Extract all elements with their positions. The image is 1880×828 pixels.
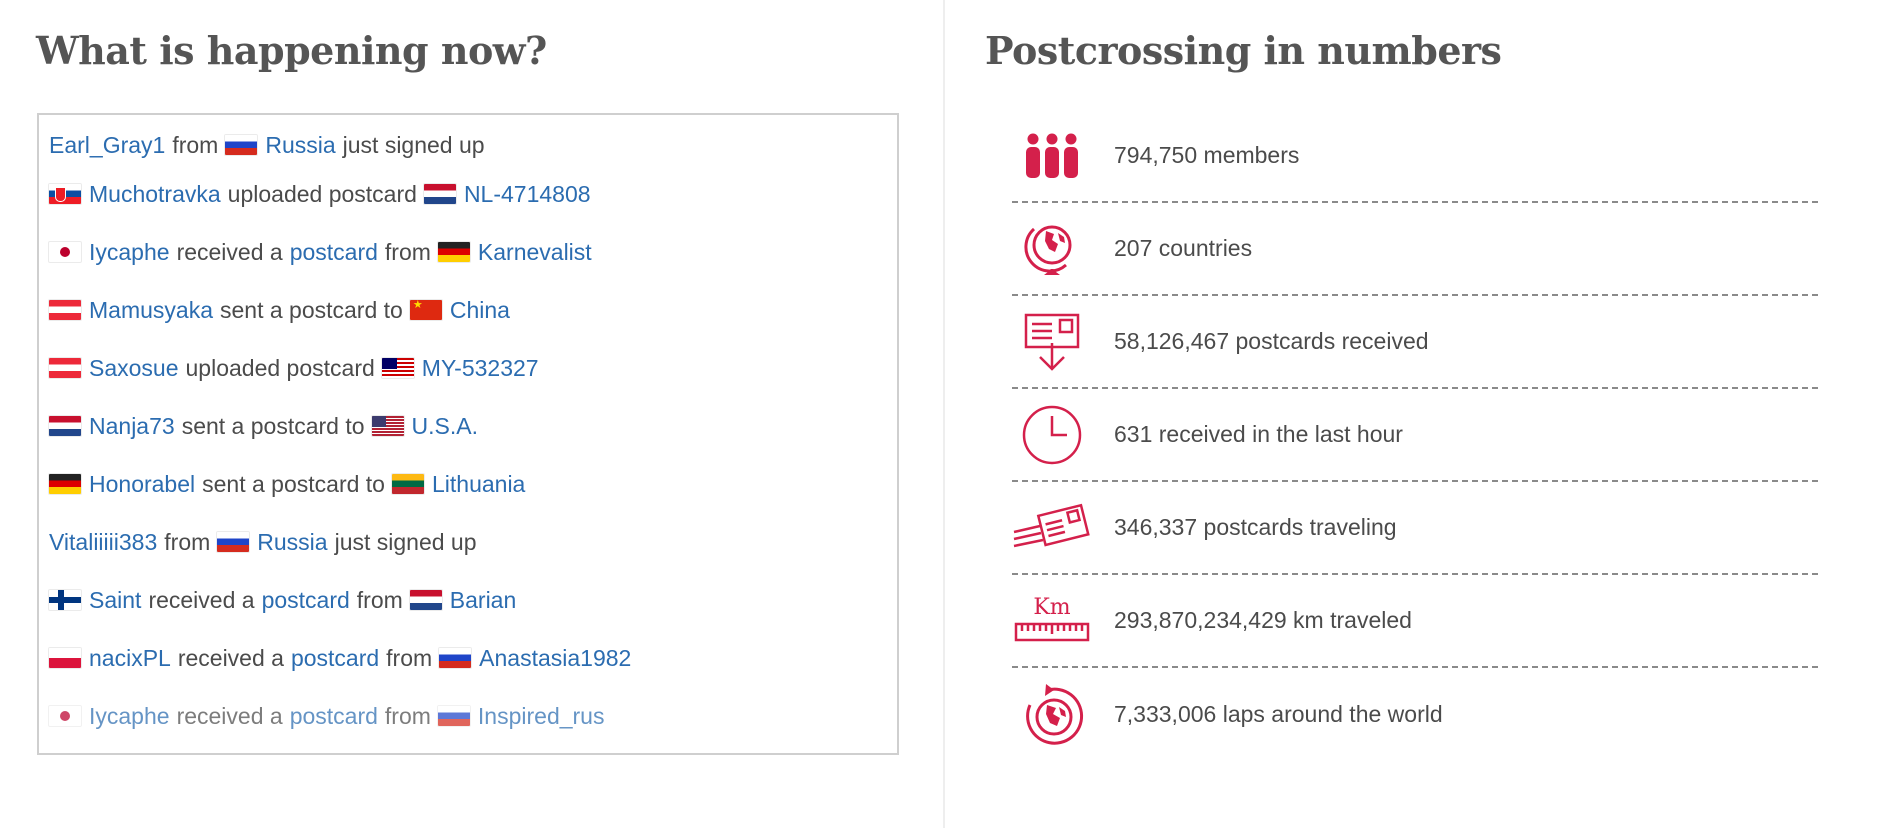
user-link[interactable]: Iycaphe	[89, 702, 170, 729]
austria-flag-icon	[49, 358, 81, 378]
netherlands-flag-icon	[410, 590, 442, 610]
activity-text: uploaded postcard	[227, 180, 417, 207]
activity-item	[49, 571, 897, 629]
activity-item	[49, 125, 897, 165]
activity-text: just signed up	[334, 528, 477, 555]
activity-text: received a	[148, 586, 255, 613]
members-icon	[1012, 116, 1092, 196]
postcard-link[interactable]: postcard	[290, 644, 380, 671]
user-link[interactable]: Barian	[449, 586, 517, 613]
activity-item	[49, 223, 897, 281]
activity-text: received a	[177, 644, 284, 671]
malaysia-flag-icon	[382, 358, 414, 378]
globe-icon	[1012, 209, 1092, 289]
activity-text: received a	[176, 702, 283, 729]
stat-text: 207 countries	[1114, 235, 1253, 261]
russia-flag-icon	[438, 706, 470, 726]
activity-text: received a	[176, 238, 283, 265]
japan-flag-icon	[49, 706, 81, 726]
china-flag-icon	[410, 300, 442, 320]
finland-flag-icon	[49, 590, 81, 610]
user-link[interactable]: Iycaphe	[89, 238, 170, 265]
user-link[interactable]: Mamusyaka	[89, 296, 213, 323]
austria-flag-icon	[49, 300, 81, 320]
stat-text: 794,750 members	[1114, 142, 1300, 168]
user-link[interactable]: Karnevalist	[477, 238, 592, 265]
russia-flag-icon	[439, 648, 471, 668]
germany-flag-icon	[49, 474, 81, 494]
stat-members	[1012, 110, 1818, 203]
activity-text: uploaded postcard	[185, 354, 375, 381]
user-link[interactable]: Earl_Gray1	[49, 131, 166, 158]
activity-item	[49, 687, 897, 745]
user-link[interactable]: Saint	[89, 586, 142, 613]
user-link[interactable]: Anastasia1982	[479, 644, 632, 671]
activity-text: sent a postcard to	[219, 296, 403, 323]
activity-item	[49, 339, 897, 397]
stat-postcards-traveling	[1012, 482, 1818, 575]
user-link[interactable]: Honorabel	[89, 470, 196, 497]
activity-item	[49, 397, 897, 455]
activity-item	[49, 629, 897, 687]
stat-postcards-received	[1012, 296, 1818, 389]
netherlands-flag-icon	[49, 416, 81, 436]
stat-countries	[1012, 203, 1818, 296]
activity-text: from	[172, 131, 219, 158]
japan-flag-icon	[49, 242, 81, 262]
lithuania-flag-icon	[392, 474, 424, 494]
clock-icon	[1012, 395, 1092, 475]
stats-column	[945, 0, 1880, 828]
postcard-link[interactable]: postcard	[261, 586, 350, 613]
activity-text: from	[356, 586, 403, 613]
country-link[interactable]: Russia	[257, 528, 328, 555]
user-link[interactable]: Saxosue	[89, 354, 179, 381]
stat-text: 346,337 postcards traveling	[1114, 514, 1397, 540]
stats-list	[1012, 110, 1818, 761]
postcard-id-link[interactable]: NL-4714808	[463, 180, 591, 207]
stat-text: 58,126,467 postcards received	[1114, 328, 1429, 354]
stat-text: 7,333,006 laps around the world	[1114, 701, 1443, 727]
km-label: Km	[1033, 594, 1071, 620]
country-link[interactable]: Lithuania	[431, 470, 526, 497]
postcard-link[interactable]: postcard	[289, 238, 378, 265]
postcard-traveling-icon	[1012, 488, 1092, 568]
russia-flag-icon	[225, 135, 257, 155]
activity-item	[49, 513, 897, 571]
activity-text: sent a postcard to	[181, 412, 365, 439]
activity-item	[49, 165, 897, 223]
user-link[interactable]: Vitaliiiii383	[49, 528, 158, 555]
stats-title: Postcrossing in numbers	[985, 28, 1502, 73]
activity-text: sent a postcard to	[202, 470, 385, 497]
usa-flag-icon	[372, 416, 404, 436]
user-link[interactable]: nacixPL	[89, 644, 171, 671]
activity-text: from	[384, 702, 431, 729]
country-link[interactable]: U.S.A.	[411, 412, 478, 439]
postcard-link[interactable]: postcard	[289, 702, 378, 729]
stat-last-hour	[1012, 389, 1818, 482]
stat-text: 631 received in the last hour	[1114, 421, 1403, 447]
russia-flag-icon	[217, 532, 249, 552]
slovakia-flag-icon	[49, 184, 81, 204]
postcard-received-icon	[1012, 302, 1092, 382]
netherlands-flag-icon	[424, 184, 456, 204]
activity-text: just signed up	[342, 131, 485, 158]
stat-laps	[1012, 668, 1818, 761]
activity-feed	[37, 113, 899, 755]
activity-item	[49, 455, 897, 513]
km-ruler-icon	[1012, 581, 1092, 661]
germany-flag-icon	[438, 242, 470, 262]
country-link[interactable]: China	[449, 296, 510, 323]
activity-text: from	[386, 644, 433, 671]
activity-title: What is happening now?	[36, 28, 547, 73]
laps-globe-icon	[1012, 675, 1092, 755]
poland-flag-icon	[49, 648, 81, 668]
activity-item	[49, 281, 897, 339]
stat-km-traveled	[1012, 575, 1818, 668]
activity-text: from	[164, 528, 211, 555]
user-link[interactable]: Inspired_rus	[477, 702, 605, 729]
user-link[interactable]: Muchotravka	[89, 180, 221, 207]
user-link[interactable]: Nanja73	[89, 412, 175, 439]
postcard-id-link[interactable]: MY-532327	[421, 354, 539, 381]
country-link[interactable]: Russia	[265, 131, 336, 158]
stat-text: 293,870,234,429 km traveled	[1114, 607, 1412, 633]
activity-text: from	[384, 238, 431, 265]
